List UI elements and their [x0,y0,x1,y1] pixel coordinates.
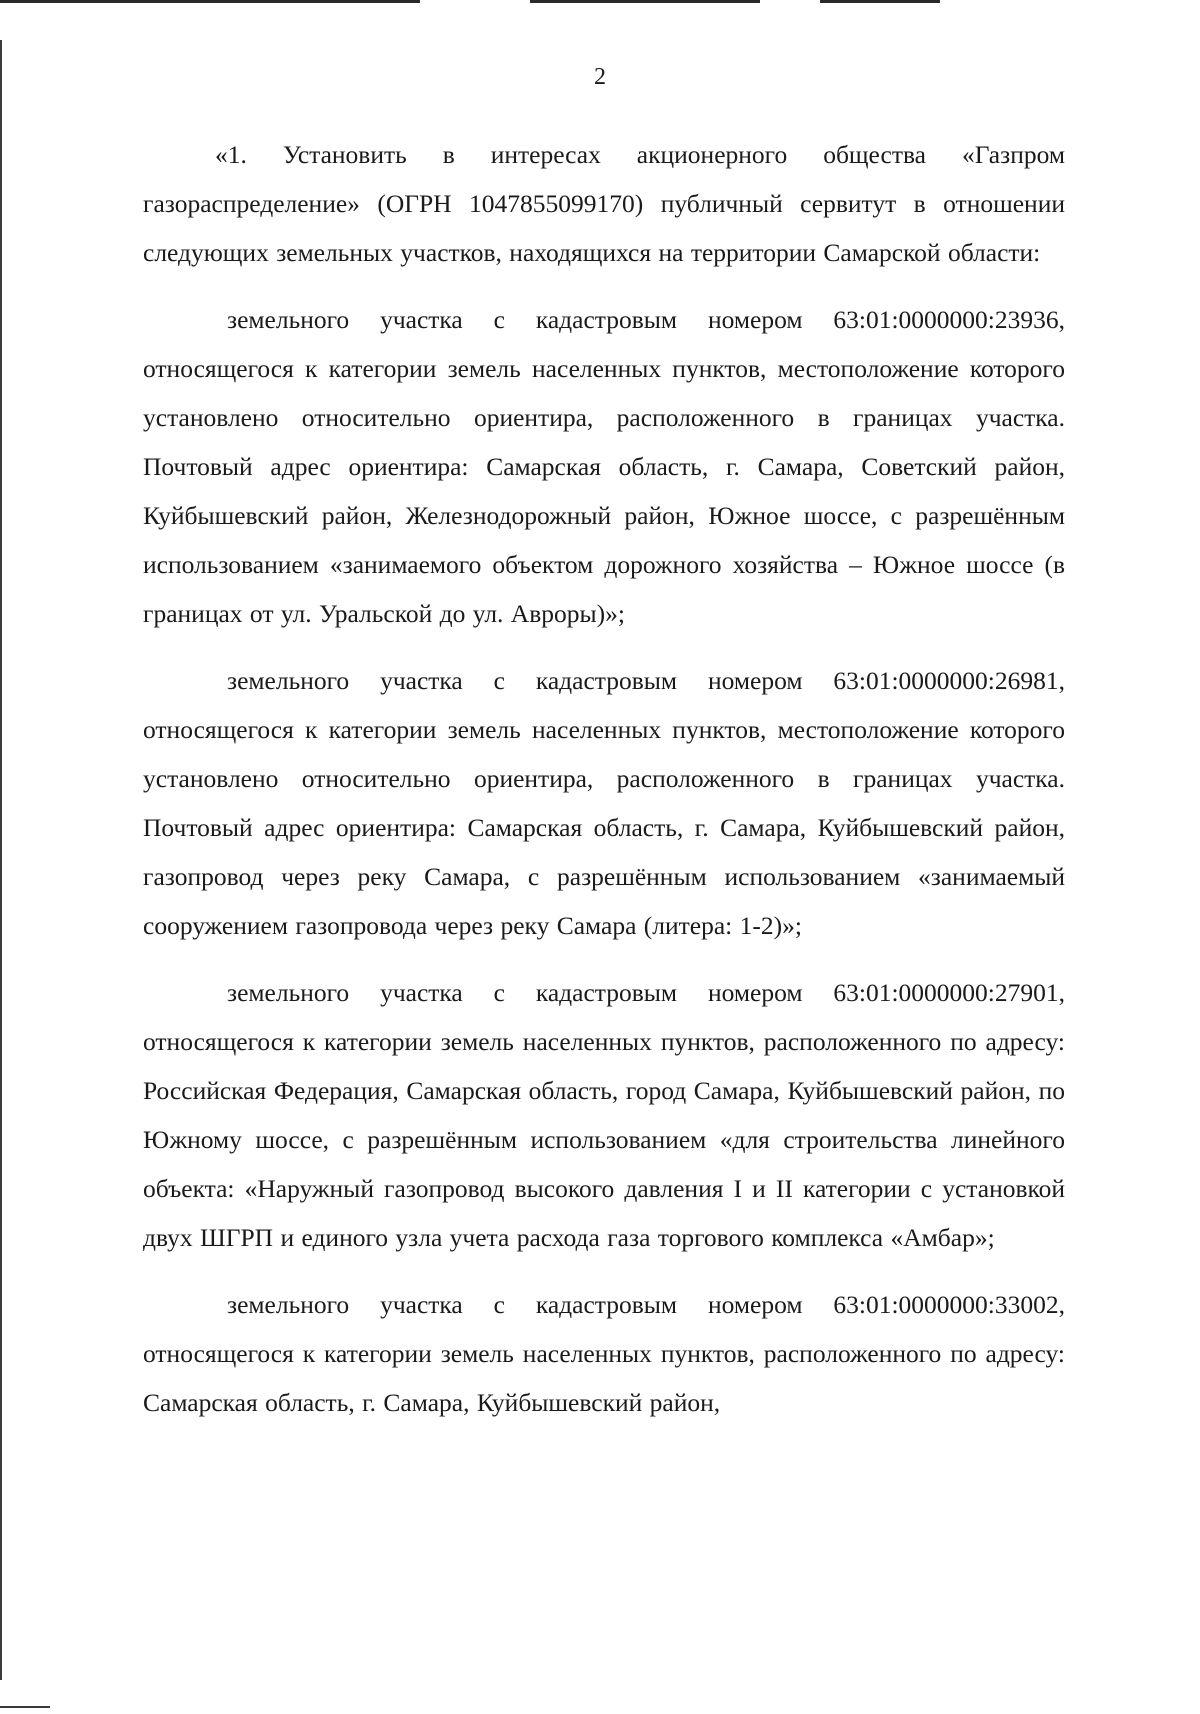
document-body [143,130,1065,1445]
scan-top-edge-gap [420,0,530,3]
paragraph-plot-26981: земельного участка с кадастровым номером 63:01:0000000:26981, относящегося к категории земель населенных пунктов, местоположение которого установлено относительно ориентира, расположенного в границах участка. Почтовый адрес ориентира: Самарская область, г. Самара, Куйбышевский район, газопровод через реку Самара, с разрешённым использованием «занимаемый сооружением газопровода через реку Самара (литера: 1-2)»; [143,666,1065,940]
page-number: 2 [594,64,606,90]
scan-left-edge [0,40,2,1680]
paragraph-plot-27901: земельного участка с кадастровым номером 63:01:0000000:27901, относящегося к категории земель населенных пунктов, расположенного по адресу: Российская Федерация, Самарская область, город Самара, Куйбышевский район, по Южному шоссе, с разрешённым использованием «для строительства линейного объекта: «Наружный газопровод высокого давления I и II категории с установкой двух ШГРП и единого узла учета расхода газа торгового комплекса «Амбар»; [143,978,1065,1252]
scan-top-edge-gap [760,0,820,3]
paragraph-plot-33002: земельного участка с кадастровым номером 63:01:0000000:33002, относящегося к категории земель населенных пунктов, расположенного по адресу: Самарская область, г. Самара, Куйбышевский район, [143,1290,1065,1417]
scan-bottom-edge [0,1706,50,1708]
paragraph-plot-23936: земельного участка с кадастровым номером 63:01:0000000:23936, относящегося к категории земель населенных пунктов, местоположение которого установлено относительно ориентира, расположенного в границах участка. Почтовый адрес ориентира: Самарская область, г. Самара, Советский район, Куйбышевский район, Железнодорожный район, Южное шоссе, с разрешённым использованием «занимаемого объектом дорожного хозяйства – Южное шоссе (в границах от ул. Уральской до ул. Авроры)»; [143,305,1065,628]
paragraph-intro: «1. Установить в интересах акционерного общества «Газпром газораспределение» (ОГРН 1047855099170) публичный сервитут в отношении следующих земельных участков, находящихся на территории Самарской области: [143,140,1065,267]
scan-top-edge-gap [940,0,1200,3]
